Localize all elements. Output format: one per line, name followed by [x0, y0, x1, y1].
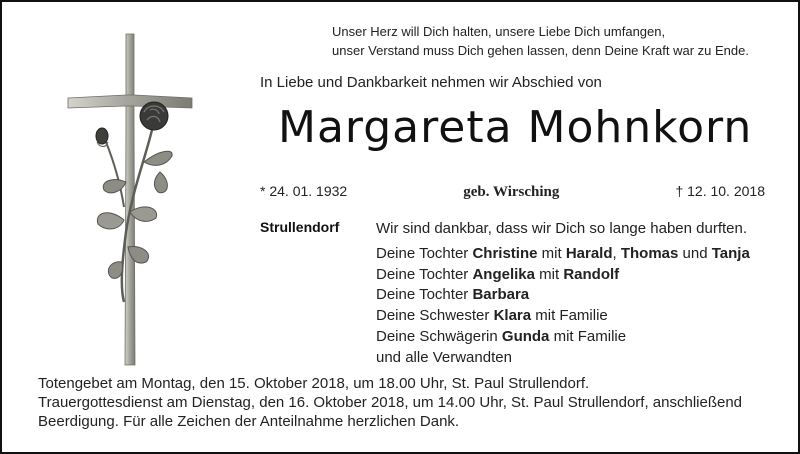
mourner-name: Angelika — [472, 265, 535, 283]
maiden-name: geb. Wirsching — [463, 184, 560, 200]
mourner-name: Thomas — [620, 244, 679, 262]
mourner-name: Gunda — [501, 327, 550, 345]
mourner-relation: mit — [534, 265, 564, 283]
thanks-line: Wir sind dankbar, dass wir Dich so lange haben durften. — [376, 220, 748, 237]
mourner-name: Harald — [565, 244, 613, 262]
mourner-relation: und alle Verwandten — [376, 348, 512, 366]
mourner-relation: mit Familie — [549, 327, 627, 345]
mourner-lines — [376, 244, 750, 369]
place-name: Strullendorf — [260, 219, 340, 235]
mourner-name: Tanja — [711, 244, 750, 262]
cross-with-rose-image — [64, 32, 196, 367]
service-details — [38, 374, 788, 431]
memorial-quote — [332, 22, 772, 60]
deceased-name: Margareta Mohnkorn — [278, 102, 753, 153]
footer-line: Beerdigung. Für alle Zeichen der Anteilnahme herzlichen Dank. — [38, 413, 460, 430]
mourner-name: Barbara — [472, 286, 530, 304]
farewell-intro: In Liebe und Dankbarkeit nehmen wir Abschied von — [260, 74, 602, 91]
mourner-line — [376, 348, 750, 369]
mourner-relation: Deine Tochter — [376, 286, 473, 304]
death-date: † 12. 10. 2018 — [675, 183, 765, 199]
mourner-line — [376, 244, 750, 265]
mourner-line — [376, 265, 750, 286]
life-dates — [260, 183, 765, 201]
mourner-line — [376, 327, 750, 348]
mourner-relation: Deine Tochter — [376, 265, 473, 283]
mourner-relation: Deine Schwägerin — [376, 327, 502, 345]
birth-date: * 24. 01. 1932 — [260, 183, 348, 199]
mourner-relation: Deine Schwester — [376, 307, 494, 325]
mourner-relation: mit Familie — [531, 307, 608, 325]
mourner-relation: und — [678, 244, 712, 262]
mourner-relation: , — [612, 244, 621, 262]
mourner-name: Christine — [472, 244, 538, 262]
mourner-name: Klara — [493, 307, 532, 325]
mourner-relation: Deine Tochter — [376, 244, 473, 262]
mourners-list — [376, 219, 750, 369]
mourner-line — [376, 285, 750, 306]
footer-line: Totengebet am Montag, den 15. Oktober 2018, um 18.00 Uhr, St. Paul Strullendorf. — [38, 375, 590, 392]
mourner-line — [376, 306, 750, 327]
mourner-name: Randolf — [563, 265, 620, 283]
quote-line: Unser Herz will Dich halten, unsere Liebe Dich umfangen, — [332, 24, 666, 39]
footer-line: Trauergottesdienst am Dienstag, den 16. Oktober 2018, um 14.00 Uhr, St. Paul Strullendorf, anschließend — [38, 394, 743, 411]
quote-line: unser Verstand muss Dich gehen lassen, denn Deine Kraft war zu Ende. — [332, 43, 749, 58]
mourner-relation: mit — [537, 244, 566, 262]
